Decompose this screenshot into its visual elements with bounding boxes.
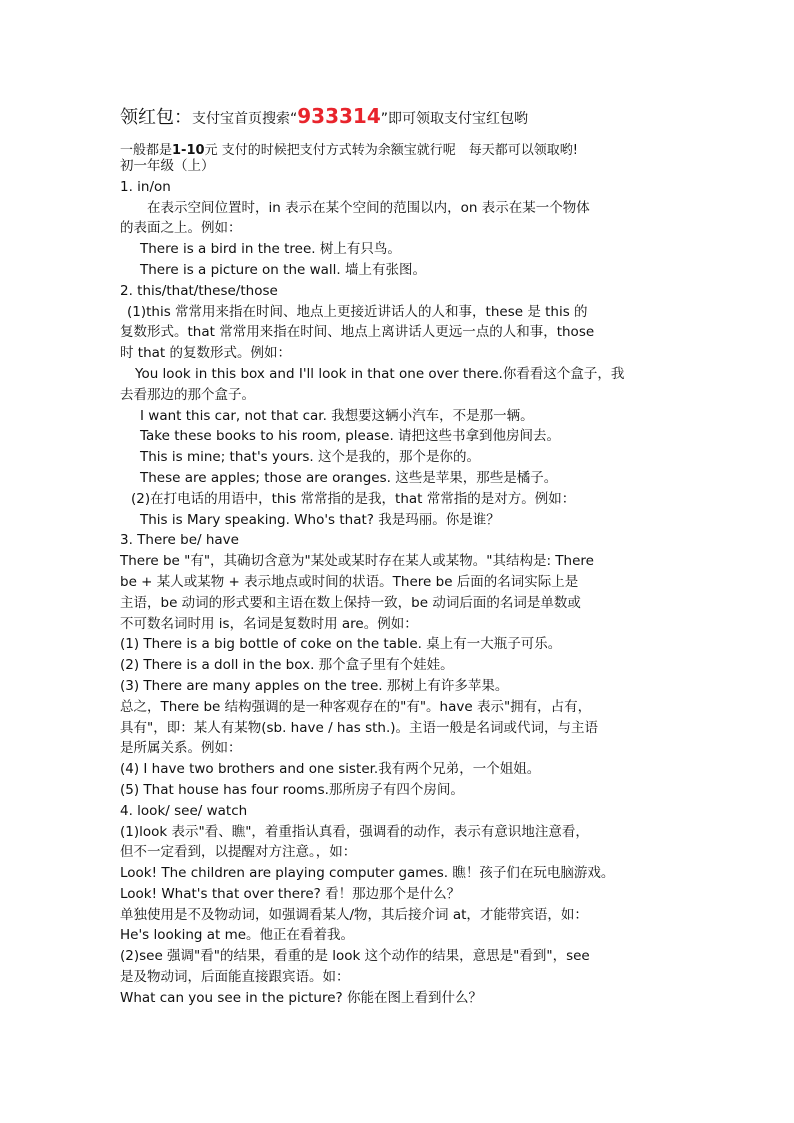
paragraph-line: be + 某人或某物 + 表示地点或时间的状语。There be 后面的名词实际上是 bbox=[120, 573, 579, 590]
example-line: What can you see in the picture? 你能在图上看到什么？ bbox=[120, 989, 482, 1006]
section-heading: 3. There be/ have bbox=[120, 532, 239, 549]
section-heading: 1. in/on bbox=[120, 178, 171, 195]
paragraph-line: (1)this 常常用来指在时间、地点上更接近讲话人的人和事，these 是 this 的 bbox=[127, 303, 588, 320]
paragraph-line: 不可数名词时用 is，名词是复数时用 are。例如： bbox=[120, 615, 418, 632]
example-line: You look in this box and I'll look in that one over there.你看看这个盒子，我 bbox=[135, 365, 625, 382]
example-line: There is a picture on the wall. 墙上有张图。 bbox=[140, 261, 426, 278]
promo-banner bbox=[120, 103, 760, 129]
promo-line2-b: 元 支付的时候把支付方式转为余额宝就行呢 每天都可以领取哟! bbox=[204, 143, 578, 158]
document-body bbox=[120, 156, 678, 1009]
paragraph-line: There be "有"，其确切含意为"某处或某时存在某人或某物。"其结构是: There bbox=[120, 553, 594, 570]
paragraph-line: 在表示空间位置时，in 表示在某个空间的范围以内，on 表示在某一个物体 bbox=[147, 199, 590, 216]
promo-text-1: 支付宝首页搜索“ bbox=[192, 111, 298, 127]
paragraph-line: (2)see 强调"看"的结果，看重的是 look 这个动作的结果，意思是"看到"，see bbox=[120, 948, 590, 965]
example-line: (3) There are many apples on the tree. 那树上有许多苹果。 bbox=[120, 677, 509, 694]
paragraph-line: (2)在打电话的用语中，this 常常指的是我，that 常常指的是对方。例如： bbox=[131, 490, 576, 507]
section-heading: 2. this/that/these/those bbox=[120, 282, 278, 299]
paragraph-line: 的表面之上。例如： bbox=[120, 220, 242, 237]
example-line: He's looking at me。他正在看着我。 bbox=[120, 927, 355, 944]
example-line: This is Mary speaking. Who's that? 我是玛丽。你是谁？ bbox=[140, 511, 500, 528]
promo-code: 933314 bbox=[297, 104, 381, 128]
example-line: Look! The children are playing computer games. 瞧！孩子们在玩电脑游戏。 bbox=[120, 865, 615, 882]
paragraph-line: 时 that 的复数形式。例如： bbox=[120, 345, 291, 362]
paragraph-line: (1)look 表示"看、瞧"，着重指认真看，强调看的动作，表示有意识地注意看， bbox=[120, 823, 589, 840]
paragraph-line: 单独使用是不及物动词，如强调看某人/物，其后接介词 at，才能带宾语，如： bbox=[120, 906, 588, 923]
example-line: (1) There is a big bottle of coke on the table. 桌上有一大瓶子可乐。 bbox=[120, 636, 562, 653]
promo-line2-a: 一般都是 bbox=[120, 143, 173, 158]
example-line: 去看那边的那个盒子。 bbox=[120, 386, 255, 403]
paragraph-line: 是及物动词，后面能直接跟宾语。如： bbox=[120, 969, 350, 986]
paragraph-line: 但不一定看到，以提醒对方注意。，如： bbox=[120, 844, 357, 861]
paragraph-line: 是所属关系。例如： bbox=[120, 740, 242, 757]
example-line: (2) There is a doll in the box. 那个盒子里有个娃娃。 bbox=[120, 657, 454, 674]
paragraph-line: 总之，There be 结构强调的是一种客观存在的"有"。have 表示"拥有，占有， bbox=[120, 698, 592, 715]
example-line: I want this car, not that car. 我想要这辆小汽车，不是那一辆。 bbox=[140, 407, 534, 424]
paragraph-line: 具有"，即：某人有某物(sb. have / has sth.)。主语一般是名词或代词，与主语 bbox=[120, 719, 599, 736]
promo-lead: 领红包： bbox=[120, 107, 192, 128]
example-line: (5) That house has four rooms.那所房子有四个房间。 bbox=[120, 781, 464, 798]
example-line: (4) I have two brothers and one sister.我有两个兄弟，一个姐姐。 bbox=[120, 761, 541, 778]
example-line: Take these books to his room, please. 请把这些书拿到他房间去。 bbox=[140, 428, 561, 445]
example-line: There is a bird in the tree. 树上有只鸟。 bbox=[140, 241, 401, 258]
grade-heading: 初一年级（上） bbox=[120, 158, 215, 174]
section-heading: 4. look/ see/ watch bbox=[120, 802, 248, 819]
example-line: Look! What's that over there? 看！那边那个是什么？ bbox=[120, 885, 461, 902]
paragraph-line: 复数形式。that 常常用来指在时间、地点上离讲话人更远一点的人和事，those bbox=[120, 324, 595, 341]
promo-text-2: ”即可领取支付宝红包哟 bbox=[380, 111, 529, 127]
example-line: These are apples; those are oranges. 这些是苹果，那些是橘子。 bbox=[140, 469, 558, 486]
example-line: This is mine; that's yours. 这个是我的，那个是你的。 bbox=[140, 449, 480, 466]
promo-amount: 1-10 bbox=[172, 143, 205, 158]
paragraph-line: 主语，be 动词的形式要和主语在数上保持一致，be 动词后面的名词是单数或 bbox=[120, 594, 581, 611]
